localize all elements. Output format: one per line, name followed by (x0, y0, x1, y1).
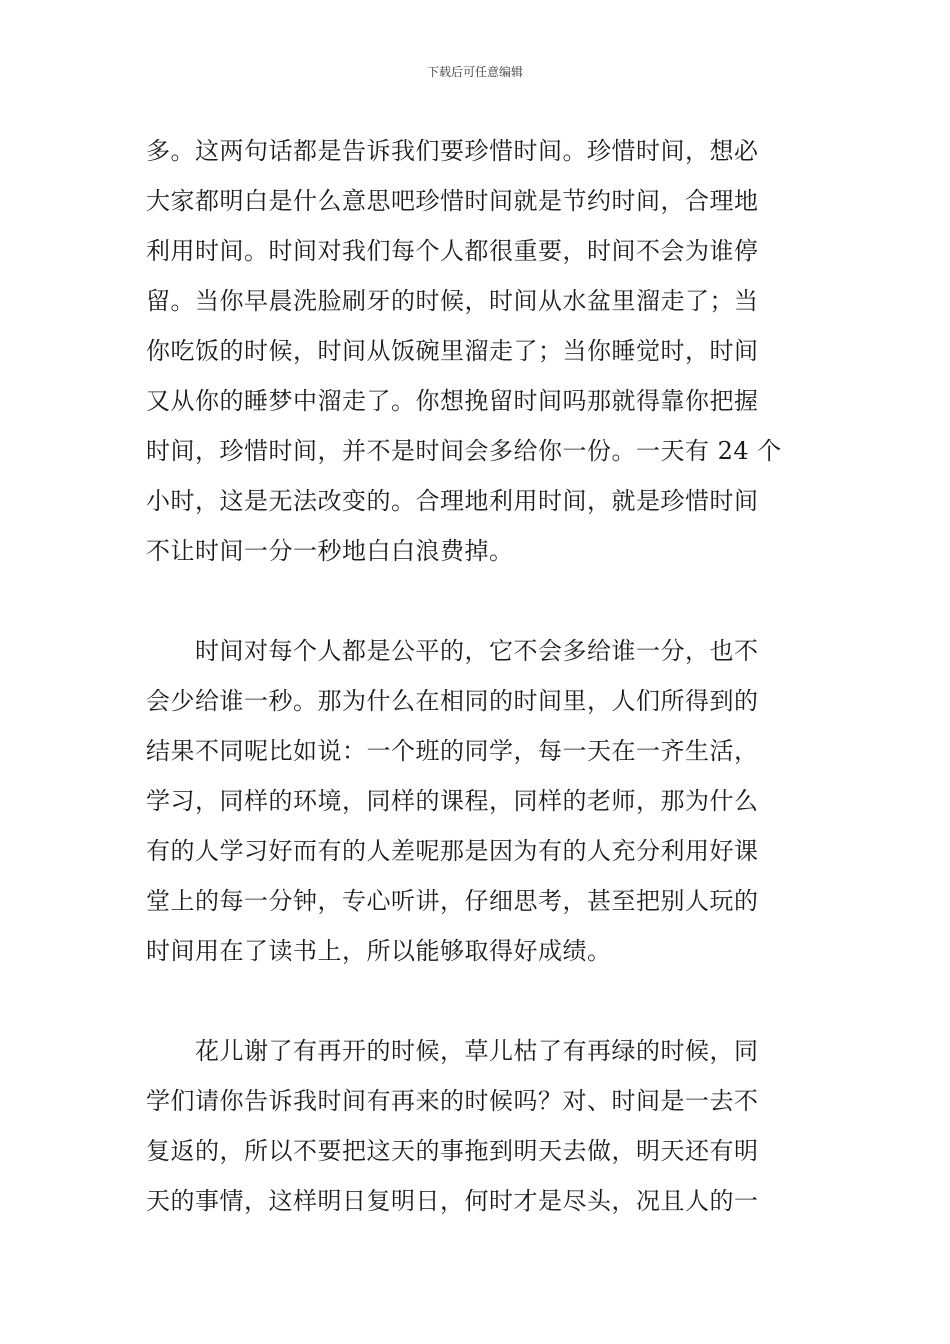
text-line: 有的人学习好而有的人差呢那是因为有的人充分利用好课 (146, 837, 759, 865)
text-line: 利用时间。时间对我们每个人都很重要，时间不会为谁停 (146, 237, 759, 265)
text-line: 天的事情，这样明日复明日，何时才是尽头，况且人的一 (146, 1187, 759, 1215)
text-line: 复返的，所以不要把这天的事拖到明天去做，明天还有明 (146, 1137, 759, 1165)
text-line: 时间用在了读书上，所以能够取得好成绩。 (146, 937, 612, 965)
text-line: 多。这两句话都是告诉我们要珍惜时间。珍惜时间，想必 (146, 137, 759, 165)
text-line: 小时，这是无法改变的。合理地利用时间，就是珍惜时间 (146, 487, 759, 515)
text-line: 大家都明白是什么意思吧珍惜时间就是节约时间，合理地 (146, 187, 759, 215)
text-line: 留。当你早晨洗脸刷牙的时候，时间从水盆里溜走了；当 (146, 287, 759, 315)
text-line: 时间，珍惜时间，并不是时间会多给你一份。一天有 24 个 (146, 437, 782, 465)
text-line: 学习，同样的环境，同样的课程，同样的老师，那为什么 (146, 787, 759, 815)
text-line: 结果不同呢比如说：一个班的同学，每一天在一齐生活， (146, 737, 759, 765)
text-line: 时间对每个人都是公平的，它不会多给谁一分，也不 (146, 637, 759, 665)
paragraph-gap (146, 576, 806, 626)
text-line: 又从你的睡梦中溜走了。你想挽留时间吗那就得靠你把握 (146, 387, 759, 415)
text-line: 堂上的每一分钟，专心听讲，仔细思考，甚至把别人玩的 (146, 887, 759, 915)
text-line: 花儿谢了有再开的时候，草儿枯了有再绿的时候，同 (146, 1037, 759, 1065)
text-line: 不让时间一分一秒地白白浪费掉。 (146, 537, 514, 565)
text-line: 学们请你告诉我时间有再来的时候吗？对、时间是一去不 (146, 1087, 759, 1115)
text-line: 你吃饭的时候，时间从饭碗里溜走了；当你睡觉时，时间 (146, 337, 759, 365)
text-line: 会少给谁一秒。那为什么在相同的时间里，人们所得到的 (146, 687, 759, 715)
paragraph-gap (146, 976, 806, 1026)
document-body (146, 126, 806, 1226)
page-header: 下载后可任意编辑 (426, 65, 523, 79)
